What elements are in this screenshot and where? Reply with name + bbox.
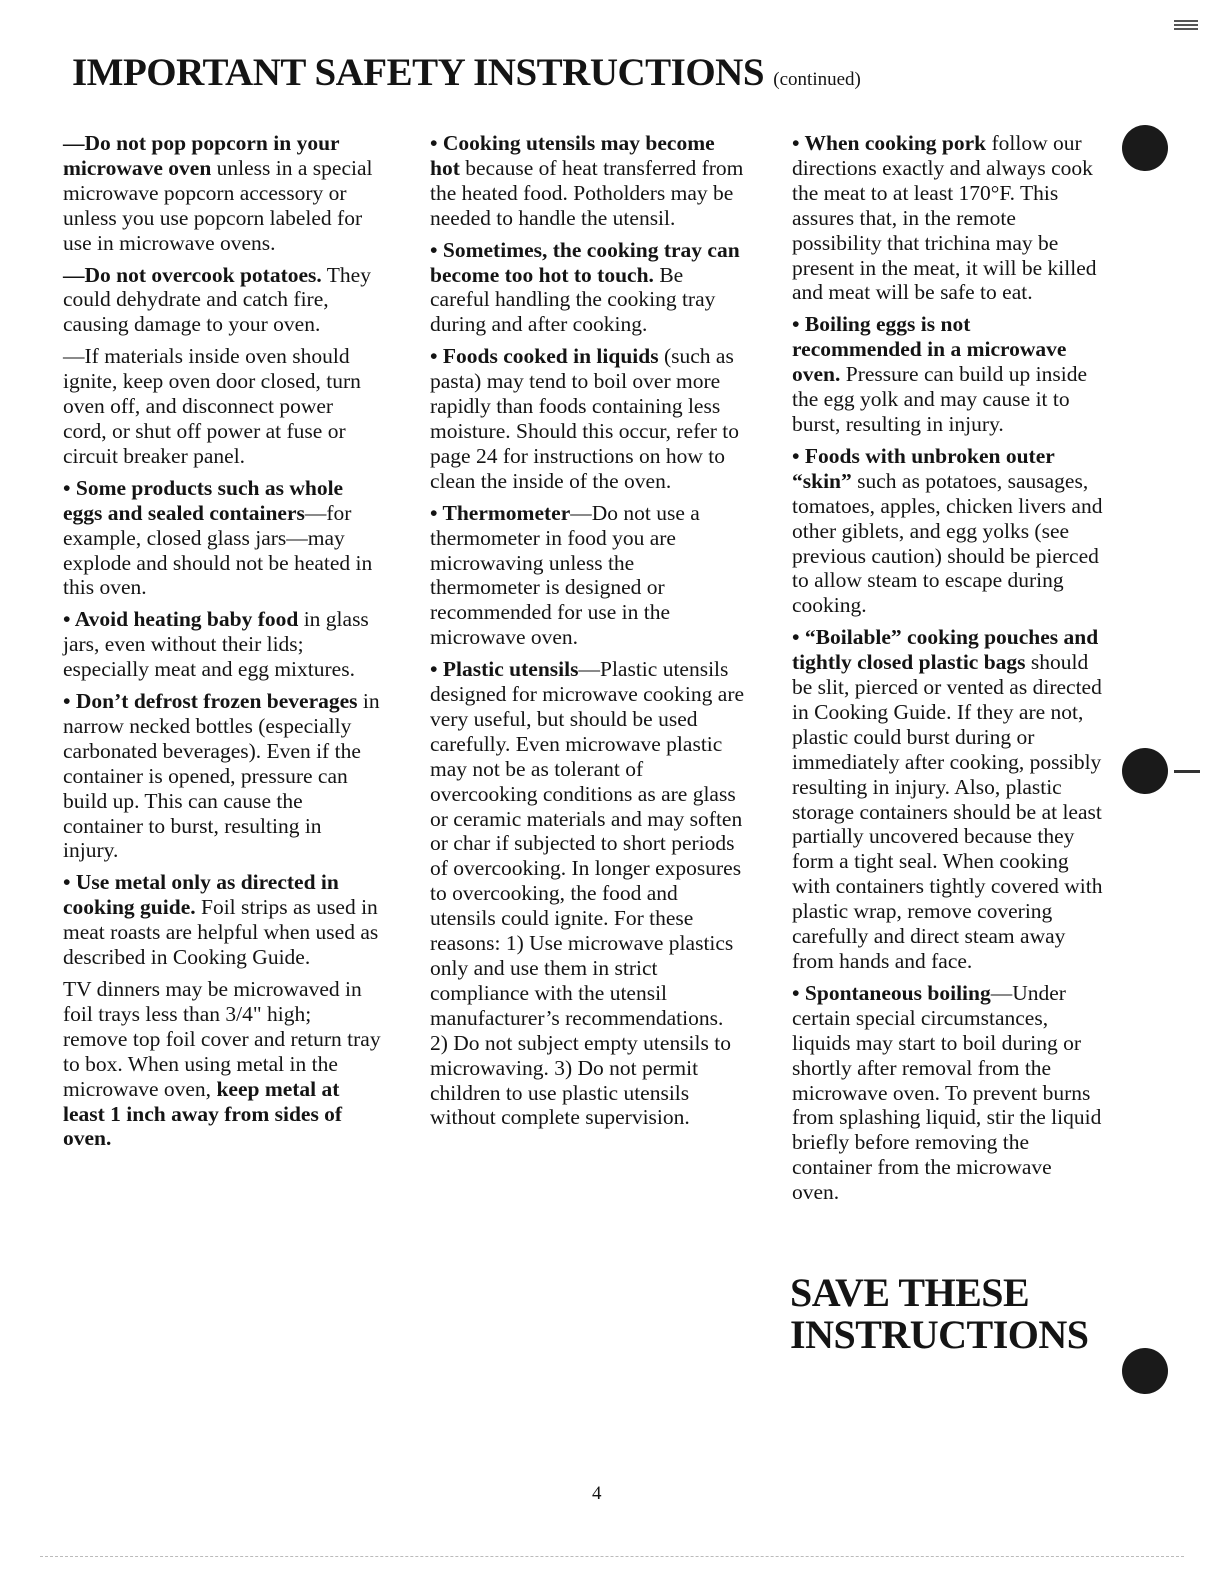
page-number: 4	[592, 1483, 602, 1504]
instruction-plastic-utensils: • Plastic utensils—Plastic utensils designed for microwave cooking are very useful, but should be used carefully. Even microwave plastic may not be as tolerant of overcooking conditions as are glass or ceramic materials and may soften or char if subjected to short periods of overcooking. In longer exposures to overcooking, the food and utensils could ignite. For these reasons: 1) Use microwave plastics only and use them in strict compliance with the utensil manufacturer’s recommendations. 2) Do not subject empty utensils to microwaving. 3) Do not permit children to use plastic utensils without complete supervision.	[430, 657, 745, 1130]
title-continued: (continued)	[773, 69, 861, 90]
instruction-metal: • Use metal only as directed in cooking guide. Foil strips as used in meat roasts are helpful when used as described in Cooking Guide.	[63, 870, 379, 970]
column-3	[792, 131, 1104, 1212]
instruction-thermometer: • Thermometer—Do not use a thermometer in food you are microwaving unless the thermometer is designed or recommended for use in the microwave oven.	[430, 500, 700, 650]
instruction-boilable-pouches: • “Boilable” cooking pouches and tightly closed plastic bags should be slit, pierced or vented as directed in Cooking Guide. If they are not, plastic could burst during or immediately after cooking, possibly resulting in injury. Also, plastic storage containers should be at least partially uncovered because they form a tight seal. When cooking with containers tightly covered with plastic wrap, remove covering carefully and direct steam away from hands and face.	[792, 625, 1103, 973]
instruction-pork: • When cooking pork follow our directions exactly and always cook the meat to at least 170°F. This assures that, in the remote possibility that trichina may be present in the meat, it will be killed and meat will be safe to eat.	[792, 131, 1097, 305]
instruction-tv-dinners: TV dinners may be microwaved in foil trays less than 3/4" high; remove top foil cover and return tray to box. When using metal in the microwave oven, keep metal at least 1 inch away from sides of oven.	[63, 977, 381, 1151]
instruction-baby-food: • Avoid heating baby food in glass jars, even without their lids; especially meat and egg mixtures.	[63, 607, 369, 682]
instruction-spontaneous-boiling: • Spontaneous boiling—Under certain special circumstances, liquids may start to boil during or shortly after removal from the microwave oven. To prevent burns from splashing liquid, stir the liquid briefly before removing the container from the microwave oven.	[792, 980, 1102, 1205]
scan-edge-line	[40, 1556, 1184, 1557]
save-instructions-heading: SAVE THESE INSTRUCTIONS	[790, 1270, 1089, 1357]
corner-mark	[1174, 20, 1198, 32]
title-text: IMPORTANT SAFETY INSTRUCTIONS	[72, 51, 765, 94]
instruction-boiling-eggs: • Boiling eggs is not recommended in a microwave oven. Pressure can build up inside the egg yolk and may cause it to burst, resulting in injury.	[792, 312, 1087, 436]
binder-hole-mark	[1122, 748, 1168, 794]
instruction-utensils-hot: • Cooking utensils may become hot because of heat transferred from the heated food. Potholders may be needed to handle the utensil.	[430, 131, 744, 230]
page-title	[72, 50, 861, 95]
instruction-fire: —If materials inside oven should ignite, keep oven door closed, turn oven off, and disconnect power cord, or shut off power at fuse or circuit breaker panel.	[63, 344, 361, 468]
instruction-liquids: • Foods cooked in liquids (such as pasta) may tend to boil over more rapidly than foods containing less moisture. Should this occur, refer to page 24 for instructions on how to clean the inside of the oven.	[430, 344, 740, 493]
binder-hole-mark	[1122, 1348, 1168, 1394]
instruction-potatoes: —Do not overcook potatoes. They could dehydrate and catch fire, causing damage to your oven.	[63, 262, 371, 337]
instruction-sealed-containers: • Some products such as whole eggs and sealed containers—for example, closed glass jars—may explode and should not be heated in this oven.	[63, 475, 373, 600]
instruction-cooking-tray: • Sometimes, the cooking tray can become too hot to touch. Be careful handling the cooking tray during and after cooking.	[430, 237, 740, 337]
instruction-frozen-beverages: • Don’t defrost frozen beverages in narrow necked bottles (especially carbonated beverages). Even if the container is opened, pressure can build up. This can cause the container to burst, resulting in injury.	[63, 689, 380, 863]
dash-mark	[1174, 770, 1200, 773]
column-2	[430, 131, 746, 1137]
instruction-popcorn: —Do not pop popcorn in your microwave oven unless in a special microwave popcorn accessory or unless you use popcorn labeled for use in microwave ovens.	[63, 131, 373, 255]
column-1	[63, 131, 381, 1158]
binder-hole-mark	[1122, 125, 1168, 171]
instruction-unbroken-skin: • Foods with unbroken outer “skin” such as potatoes, sausages, tomatoes, apples, chicken livers and other giblets, and egg yolks (see previous caution) should be pierced to allow steam to escape during cooking.	[792, 443, 1103, 618]
